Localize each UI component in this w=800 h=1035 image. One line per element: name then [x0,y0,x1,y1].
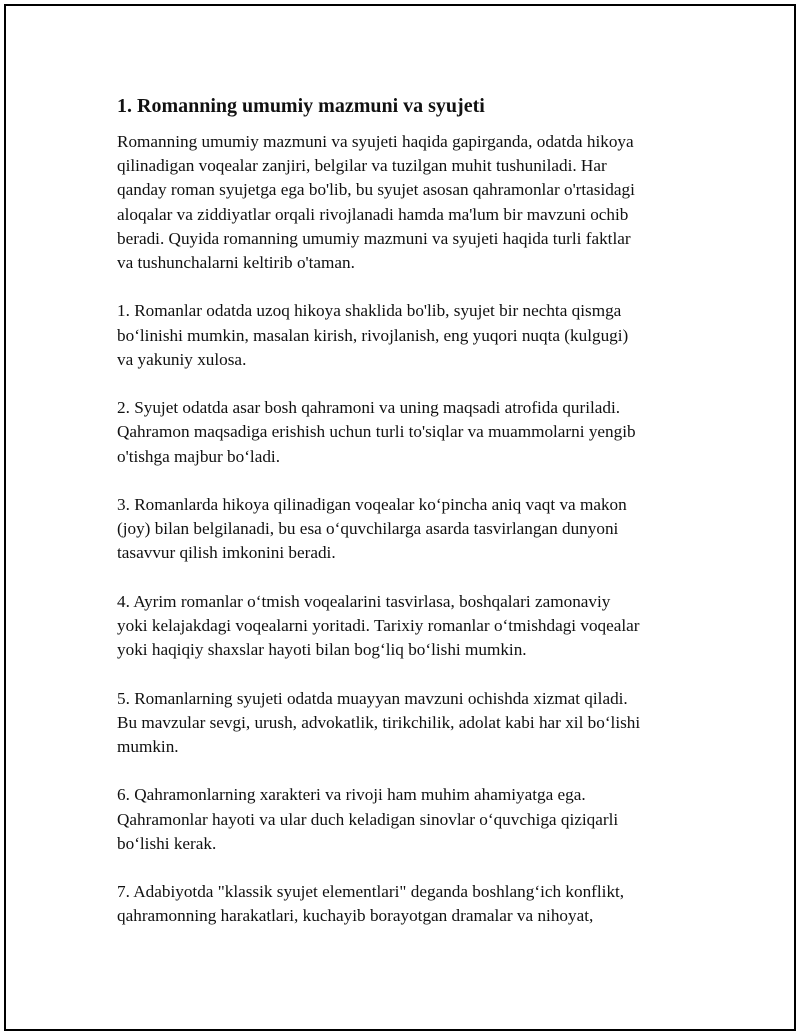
section-heading: 1. Romanning umumiy mazmuni va syujeti [117,95,485,117]
intro-paragraph: Romanning umumiy mazmuni va syujeti haqida gapirganda, odatda hikoya qilinadigan voqealar zanjiri, belgilar va tuzilgan muhit tushuniladi. Har qanday roman syujetga ega bo'lib, bu syujet asosan qahramonlar o'rtasidagi aloqalar va ziddiyatlar orqali rivojlanadi hamda ma'lum bir mavzuni ochib beradi. Quyida romanning umumiy mazmuni va syujeti haqida turli faktlar va tushunchalarni keltirib o'taman. [117,132,635,273]
point-4-paragraph: 4. Ayrim romanlar oʻtmish voqealarini tasvirlasa, boshqalari zamonaviy yoki kelajakdagi voqealarni yoritadi. Tarixiy romanlar oʻtmishdagi voqealar yoki haqiqiy shaxslar hayoti bilan bogʻliq boʻlishi mumkin. [117,591,640,660]
point-5-paragraph: 5. Romanlarning syujeti odatda muayyan mavzuni ochishda xizmat qiladi. Bu mavzular sevgi, urush, advokatlik, tirikchilik, adolat kabi har xil boʻlishi mumkin. [117,688,641,756]
point-3-paragraph: 3. Romanlarda hikoya qilinadigan voqealar koʻpincha aniq vaqt va makon (joy) bilan belgilanadi, bu esa oʻquvchilarga asarda tasvirlangan dunyoni tasavvur qilish imkonini beradi. [117,495,627,563]
point-1-paragraph: 1. Romanlar odatda uzoq hikoya shaklida bo'lib, syujet bir nechta qismga boʻlinishi mumkin, masalan kirish, rivojlanish, eng yuqori nuqta (kulgugi) va yakuniy xulosa. [117,301,629,369]
point-6-paragraph: 6. Qahramonlarning xarakteri va rivoji ham muhim ahamiyatga ega. Qahramonlar hayoti va ular duch keladigan sinovlar oʻquvchiga qiziqarli boʻlishi kerak. [117,785,619,853]
point-2-paragraph: 2. Syujet odatda asar bosh qahramoni va uning maqsadi atrofida quriladi. Qahramon maqsadiga erishish uchun turli to'siqlar va muammolarni yengib o'tishga majbur boʻladi. [117,398,636,466]
point-7-paragraph: 7. Adabiyotda "klassik syujet elementlari" deganda boshlangʻich konflikt, qahramonning harakatlari, kuchayib borayotgan dramalar va nihoyat, [117,882,625,926]
document-body [117,93,697,953]
